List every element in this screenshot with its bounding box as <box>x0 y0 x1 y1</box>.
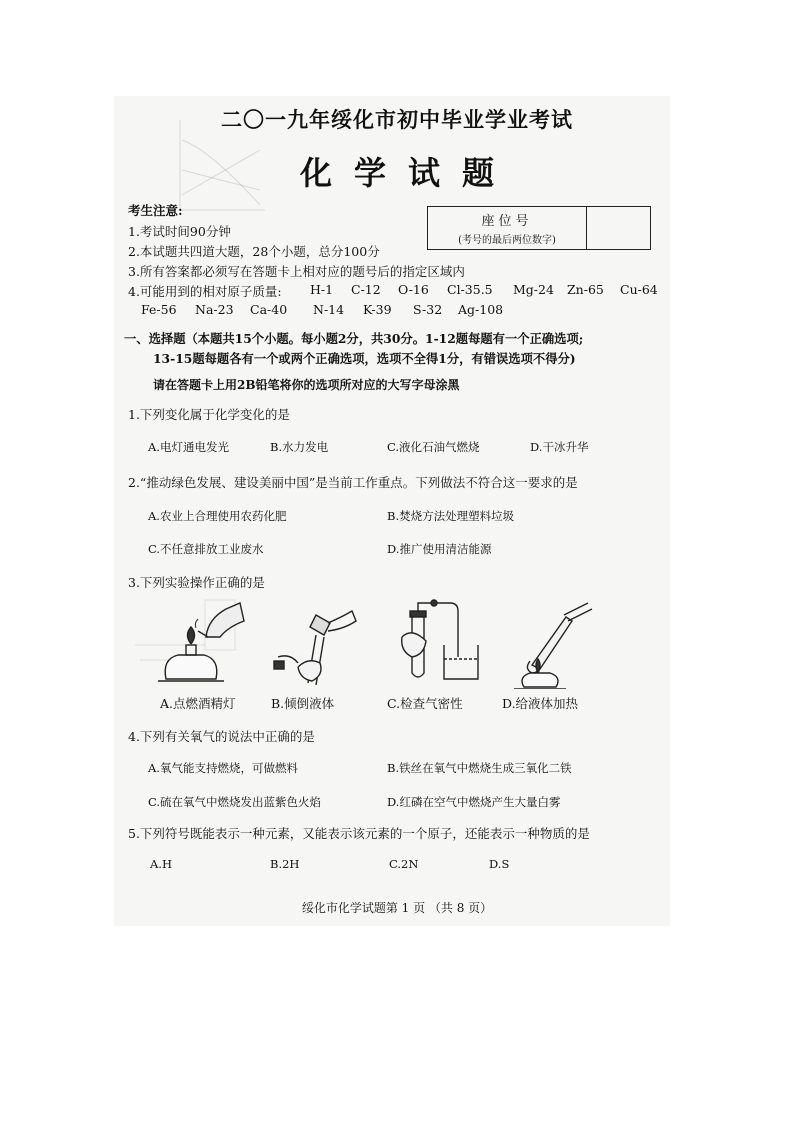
question-1-option-b: B.水力发电 <box>270 440 329 454</box>
notice-item-3: 3.所有答案都必须写在答题卡上相对应的题号后的指定区域内 <box>128 264 465 279</box>
seat-label: 座位号 <box>481 214 533 229</box>
atomic-mass-7: Cu-64 <box>620 282 658 297</box>
question-5-option-d: D.S <box>489 857 510 871</box>
subject-title: 化学试题 <box>299 154 516 192</box>
notice-item-1: 1.考试时间90分钟 <box>128 224 231 239</box>
atomic-mass-5: Mg-24 <box>513 282 554 297</box>
section-heading-line1: 一、选择题（本题共15个小题。每小题2分，共30分。1-12题每题有一个正确选项; <box>124 331 584 346</box>
page-footer: 绥化市化学试题第 1 页 （共 8 页） <box>301 901 493 915</box>
atomic-mass-3: O-16 <box>398 282 429 297</box>
atomic-mass-10: Ca-40 <box>250 302 288 317</box>
atomic-mass-13: S-32 <box>413 302 443 317</box>
atomic-mass-2: C-12 <box>351 282 381 297</box>
notice-item-2: 2.本试题共四道大题，28个小题，总分100分 <box>128 244 380 259</box>
alcohol-lamp-lighting-image <box>148 597 248 689</box>
atomic-mass-8: Fe-56 <box>141 302 177 317</box>
question-4-option-b: B.铁丝在氧气中燃烧生成三氧化二铁 <box>387 761 572 775</box>
question-2-option-a: A.农业上合理使用农药化肥 <box>148 509 287 523</box>
question-1-option-a: A.电灯通电发光 <box>148 440 229 454</box>
atomic-mass-1: H-1 <box>310 282 334 297</box>
pouring-liquid-image <box>268 597 363 689</box>
question-3-option-a: A.点燃酒精灯 <box>160 696 236 711</box>
question-3-option-d: D.给液体加热 <box>502 696 579 711</box>
question-3-option-c: C.检查气密性 <box>387 696 463 711</box>
seat-value-cell <box>587 207 650 249</box>
section-heading-line2: 13-15题每题各有一个或两个正确选项，选项不全得1分，有错误选项不得分) <box>153 351 576 366</box>
question-1-option-d: D.干冰升华 <box>530 440 589 454</box>
question-2-stem: 2.“推动绿色发展、建设美丽中国”是当前工作重点。下列做法不符合这一要求的是 <box>128 475 578 490</box>
notice-heading: 考生注意: <box>128 203 183 218</box>
question-2-option-c: C.不任意排放工业废水 <box>148 542 264 556</box>
airtightness-check-image <box>382 597 492 689</box>
atomic-mass-14: Ag-108 <box>458 302 504 317</box>
seat-hint: (考号的最后两位数字) <box>458 235 556 246</box>
exam-title: 二〇一九年绥化市初中毕业学业考试 <box>221 107 573 132</box>
question-2-option-b: B.焚烧方法处理塑料垃圾 <box>387 509 515 523</box>
atomic-mass-9: Na-23 <box>195 302 234 317</box>
heating-liquid-image <box>506 597 606 689</box>
question-5-option-c: C.2N <box>389 857 419 871</box>
atomic-mass-4: Cl-35.5 <box>447 282 493 297</box>
question-4-option-c: C.硫在氧气中燃烧发出蓝紫色火焰 <box>148 795 322 809</box>
question-5-option-a: A.H <box>150 857 172 871</box>
question-4-option-a: A.氧气能支持燃烧，可做燃料 <box>148 761 298 775</box>
atomic-mass-12: K-39 <box>363 302 392 317</box>
section-instruction: 请在答题卡上用2B铅笔将你的选项所对应的大写字母涂黑 <box>153 378 460 392</box>
seat-label-cell <box>428 207 587 249</box>
question-5-option-b: B.2H <box>270 857 300 871</box>
atomic-mass-11: N-14 <box>313 302 345 317</box>
question-5-stem: 5.下列符号既能表示一种元素，又能表示该元素的一个原子，还能表示一种物质的是 <box>128 826 590 841</box>
seat-number-box <box>427 206 651 250</box>
question-4-stem: 4.下列有关氧气的说法中正确的是 <box>128 729 315 744</box>
question-2-option-d: D.推广使用清洁能源 <box>387 542 492 556</box>
question-1-option-c: C.液化石油气燃烧 <box>387 440 480 454</box>
question-3-option-b: B.倾倒液体 <box>271 696 335 711</box>
question-3-stem: 3.下列实验操作正确的是 <box>128 575 265 590</box>
atomic-mass-6: Zn-65 <box>567 282 604 297</box>
question-1-stem: 1.下列变化属于化学变化的是 <box>128 407 290 422</box>
atomic-mass-label: 4.可能用到的相对原子质量: <box>128 284 282 299</box>
question-4-option-d: D.红磷在空气中燃烧产生大量白雾 <box>387 795 561 809</box>
